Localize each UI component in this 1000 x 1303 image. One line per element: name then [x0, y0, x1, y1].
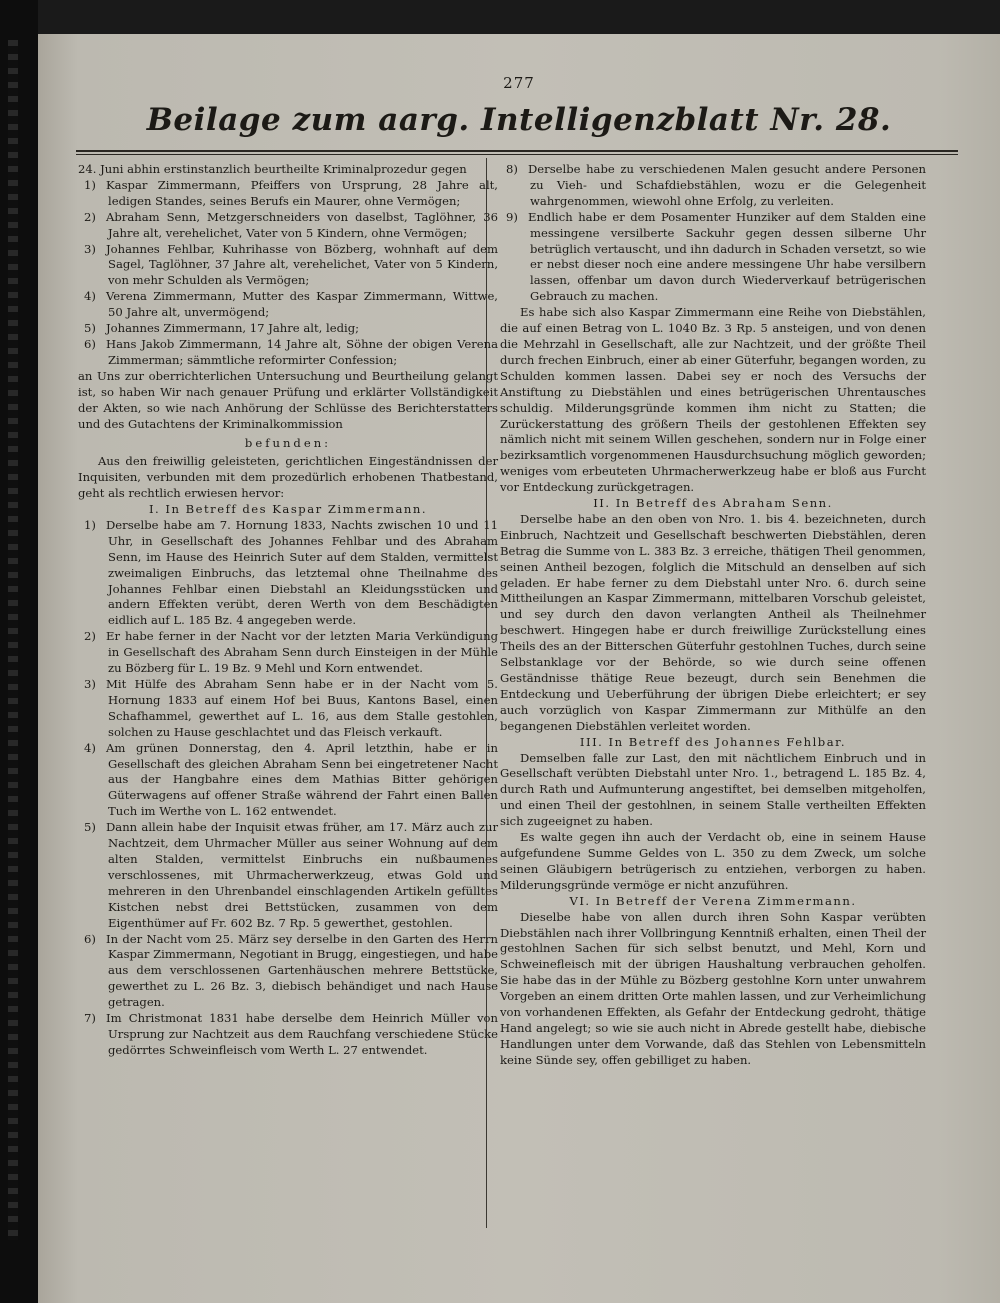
section-heading-verena: VI. In Betreff der Verena Zimmermann.: [569, 893, 857, 908]
fact-item: 1) Derselbe habe am 7. Hornung 1833, Nachts zwischen 10 und 11 Uhr, in Gesellschaft des Johannes Fehlbar und des Abraham Senn, im Hause des Heinrich Suter auf dem Stalden, vermittelst zweimaligen Einbruchs, das letztemal ohne Theilnahme des Johannes Fehlbar einen Diebstahl an Kleidungsstücken und andern Effekten verübt, deren Werth von dem Beschädigten eidlich auf L. 185 Bz. 4 angegeben werde.: [84, 517, 498, 628]
defendant-item: 2) Abraham Senn, Metzgerschneiders von daselbst, Taglöhner, 36 Jahre alt, verehelichet, Vater von 5 Kindern, ohne Vermögen;: [84, 209, 498, 240]
paragraph-aus: Aus den freiwillig geleisteten, gerichtlichen Eingeständnissen der Inquisiten, verbunden mit dem prozedürlich erhobenen Thatbestand, geht als rechtlich erwiesen hervor:: [78, 454, 498, 501]
fact-item: 7) Im Christmonat 1831 habe derselbe dem Heinrich Müller von Ursprung zur Nachtzeit aus dem Rauchfang verschiedene Stücke gedörrtes Schweinfleisch vom Werth L. 27 entwendet.: [84, 1011, 498, 1057]
defendant-item: 5) Johannes Zimmermann, 17 Jahre alt, ledig;: [84, 321, 360, 336]
paragraph-verena: Dieselbe habe von allen durch ihren Sohn Kaspar verübten Diebstählen nach ihrer Vollbringung Kenntniß erhalten, einen Theil der gestohlnen Sachen für sich selbst benutzt, und Mehl, Korn und Schweinefleisch mit der übrigen Haushaltung verbrauchen geholfen. Sie habe das in der Mühle zu Bözberg gestohlne Korn unter unwahrem Vorgeben an einem dritten Orte mahlen lassen, und zur Verheimlichung von vorhandenen Effekten, als Gefahr der Entdeckung gedroht, thätige Hand angelegt; so wie sie auch nicht in Abrede gestellt habe, diebische Handlungen unter dem Vorwande, daß das Stehlen von Lebensmitteln keine Sünde sey, offen gebilliget zu haben.: [500, 909, 926, 1067]
defendant-item: 3) Johannes Fehlbar, Kuhrihasse von Bözberg, wohnhaft auf dem Sagel, Taglöhner, 37 Jahre alt, verehelichet, Vater von 5 Kindern, von mehr Schulden als Vermögen;: [84, 241, 498, 288]
intro-text: 24. Juni abhin erstinstanzlich beurtheilte Kriminalprozedur gegen: [78, 162, 467, 176]
section-heading-fehlbar: III. In Betreff des Johannes Fehlbar.: [579, 734, 847, 749]
adjacent-page-edge: [8, 40, 18, 1240]
befunden-heading: befunden:: [244, 436, 332, 451]
defendant-item: 6) Hans Jakob Zimmermann, 14 Jahre alt, Söhne der obigen Verena Zimmerman; sämmtliche reformirter Confession;: [84, 336, 498, 367]
title-rule: [76, 150, 958, 155]
page-edge-shadow: [0, 0, 38, 1303]
newspaper-page: [38, 34, 1000, 1303]
defendant-item: 4) Verena Zimmermann, Mutter des Kaspar Zimmermann, Wittwe, 50 Jahre alt, unvermögend;: [84, 289, 498, 320]
paragraph-summary-kaspar: Es habe sich also Kaspar Zimmermann eine Reihe von Diebstählen, die auf einen Betrag von L. 1040 Bz. 3 Rp. 5 ansteigen, und von denen die Mehrzahl in Gesellschaft, alle zur Nachtzeit, und der größte Theil durch frechen Einbruch, einer ab einer Güterfuhr, begangen worden, zu Schulden kommen lassen. Dabei sey er noch des Versuchs der Anstiftung zu Diebstählen und eines betrügerischen Uhrentausches schuldig. Milderungsgründe kommen ihm nicht zu Statten; die Zurückerstattung des größern Theils der gestohlenen Effekten sey nämlich nicht mit seinem Willen geschehen, sondern nur in Folge einer bezirksamtlich vorgenommenen Hausdurchsuchung möglich geworden; weniges vom erbeuteten Uhrmacherwerkzeug habe er bloß aus Furcht vor Entdeckung zurückgetragen.: [500, 305, 926, 495]
paragraph-findings-intro: an Uns zur oberrichterlichen Untersuchung und Beurtheilung gelangt ist, so haben Wir nach genauer Prüfung und erklärter Vollständigkeit der Akten, so wie nach Anhörung der Schlüsse des Berichterstatters und des Gutachtens der Kriminalkommission: [78, 368, 498, 431]
fact-list-right: [500, 162, 926, 305]
fact-item: 4) Am grünen Donnerstag, den 4. April letzthin, habe er in Gesellschaft des gleichen Abraham Senn bei eingetretener Nacht aus der Hangbahre eines dem Mathias Bitter gehörigen Güterwagens auf offener Straße während der Fahrt einen Ballen Tuch im Werthe von L. 162 entwendet.: [84, 740, 498, 819]
fact-item: 8) Derselbe habe zu verschiedenen Malen gesucht andere Personen zu Vieh- und Schafdiebstählen, wozu er die Gelegenheit wahrgenommen, wiewohl ohne Erfolg, zu verleiten.: [506, 162, 926, 208]
section-heading-senn: II. In Betreff des Abraham Senn.: [593, 496, 833, 511]
fact-item: 2) Er habe ferner in der Nacht vor der letzten Maria Verkündigung in Gesellschaft des Abraham Senn durch Einsteigen in der Mühle zu Bözberg für L. 19 Bz. 9 Mehl und Korn entwendet.: [84, 629, 498, 676]
page-title: Beilage zum aarg. Intelligenzblatt Nr. 28.: [146, 102, 892, 138]
paragraph-fehlbar: Demselben falle zur Last, den mit nächtlichem Einbruch und in Gesellschaft verübten Diebstahl unter Nro. 1., betragend L. 185 Bz. 4, durch Rath und Aufmunterung angestiftet, bei demselben mitgeholfen, und einen Theil der gestohlnen, in seinem Stalle vertheilten Effekten sich zugeeignet zu haben.: [500, 750, 926, 829]
paragraph-senn: Derselbe habe an den oben von Nro. 1. bis 4. bezeichneten, durch Einbruch, Nachtzeit und Gesellschaft beschwerten Diebstählen, deren Betrag die Summe von L. 383 Bz. 3 erreiche, thätigen Theil genommen, seinen Antheil bezogen, folglich die Mitschuld an denselben auf sich geladen. Er habe ferner zu dem Diebstahl unter Nro. 6. durch seine Mittheilungen an Kaspar Zimmermann, mittelbaren Vorschub geleistet, und sey durch den davon verlangten Antheil als Theilnehmer beschwert. Hingegen habe er durch freiwillige Zurückstellung eines Theils des an der Bitterschen Güterfuhr gestohlnen Tuches, durch seine Selbstanklage vor der Behörde, so wie durch seine offenen Geständnisse thätige Reue bezeugt, durch sein Benehmen die Entdeckung und Ueberführung der übrigen Diebe erleichtert; er sey auch vorzüglich von Kaspar Zimmermann zur Mithülfe an den begangenen Diebstählen verleitet worden.: [500, 511, 926, 733]
defendant-list: [78, 178, 498, 369]
right-column: [500, 162, 926, 1069]
defendant-item: 1) Kaspar Zimmermann, Pfeiffers von Ursprung, 28 Jahre alt, ledigen Standes, seines Berufs ein Maurer, ohne Vermögen;: [84, 177, 498, 208]
left-column: [78, 162, 498, 1059]
fact-item: 3) Mit Hülfe des Abraham Senn habe er in der Nacht vom 5. Hornung 1833 auf einem Hof bei Buus, Kantons Basel, einen Schafhammel, gewerthet auf L. 16, aus dem Stalle gestohlen, solchen zu Hause geschlachtet und das Fleisch verkauft.: [84, 677, 498, 739]
fact-item: 9) Endlich habe er dem Posamenter Hunziker auf dem Stalden eine messingene versilberte Sackuhr gegen dessen silberne Uhr betrüglich vertauscht, und ihn dadurch in Schaden versetzt, so wie er nebst dieser noch eine andere messingene Uhr habe versilbern lassen, offenbar um davon durch Wiederverkauf betrügerischen Gebrauch zu machen.: [506, 209, 926, 304]
fact-item: 5) Dann allein habe der Inquisit etwas früher, am 17. März auch zur Nachtzeit, dem Uhrmacher Müller aus seiner Wohnung auf dem alten Stalden, vermittelst Einbruchs ein nußbaumenes verschlossenes, mit Uhrmacherwerkzeug, etwas Gold und mehreren in den Uhrenbandel einschlagenden Artikeln gefülltes Kistchen nebst drei Bettstücken, zusammen von dem Eigenthümer auf Fr. 602 Bz. 7 Rp. 5 gewerthet, gestohlen.: [84, 820, 498, 930]
fact-list-left: [78, 518, 498, 1059]
section-heading-kaspar: I. In Betreff des Kaspar Zimmermann.: [148, 502, 428, 517]
fact-item: 6) In der Nacht vom 25. März sey derselbe in den Garten des Herrn Kaspar Zimmermann, Negotiant in Brugg, eingestiegen, und habe aus dem verschlossenen Gartenhäuschen mehrere Bettstücke, gewerthet zu L. 26 Bz. 3, diebisch behändiget und nach Hause getragen.: [84, 931, 498, 1010]
page-number: 277: [503, 74, 535, 92]
paragraph-fehlbar-suspicion: Es walte gegen ihn auch der Verdacht ob, eine in seinem Hause aufgefundene Summe Geldes von L. 350 zu dem Zweck, um solche seinen Gläubigern betrügerisch zu entziehen, verborgen zu haben. Milderungsgründe vermöge er nicht anzuführen.: [500, 830, 926, 892]
